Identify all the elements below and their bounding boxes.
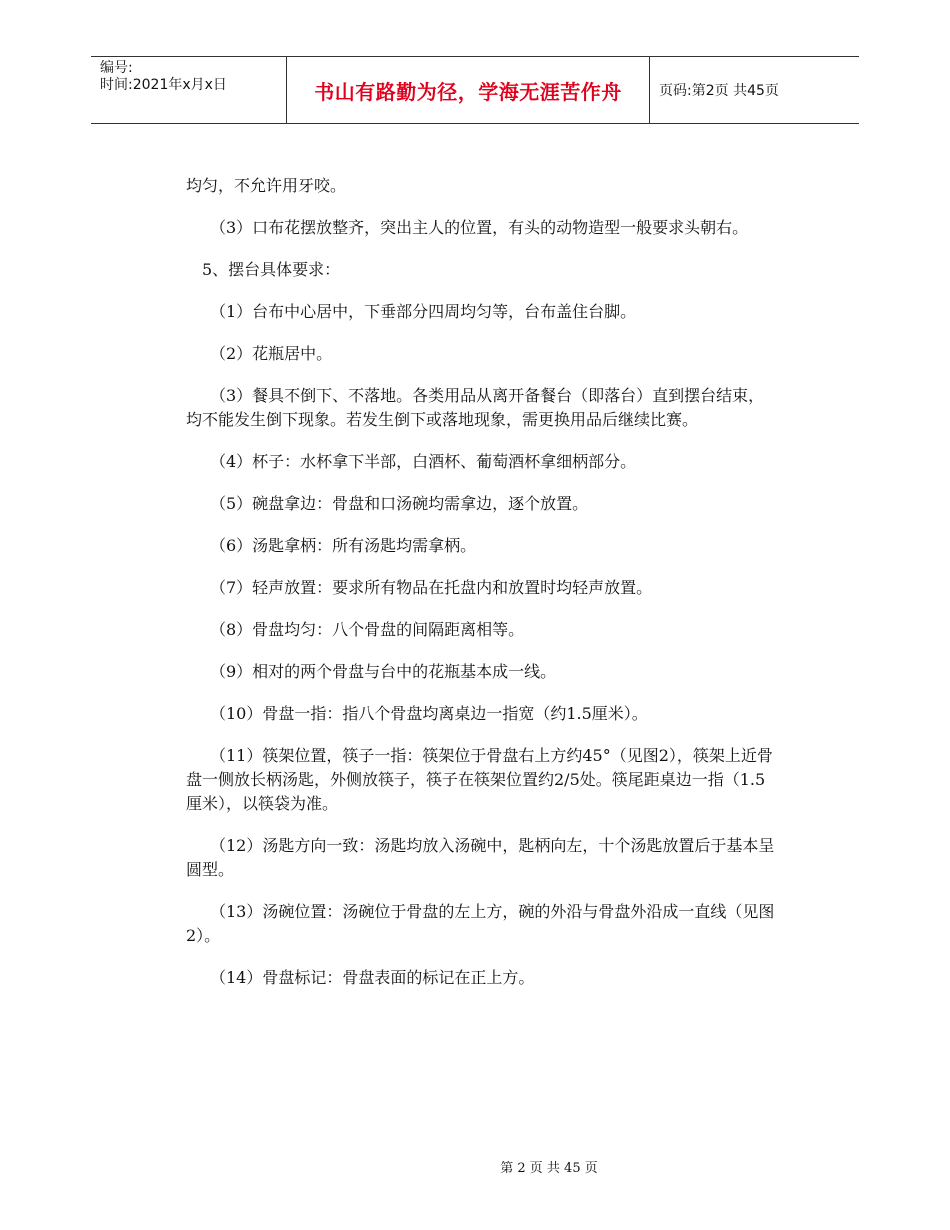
paragraph: （11）筷架位置，筷子一指：筷架位于骨盘右上方约45°（见图2），筷架上近骨盘一侧放长柄汤匙，外侧放筷子，筷子在筷架位置约2/5处。筷尾距桌边一指（1.5厘米），以筷袋为准。 — [186, 746, 773, 813]
paragraph: （14）骨盘标记：骨盘表面的标记在正上方。 — [210, 968, 535, 987]
paragraph: （4）杯子：水杯拿下半部，白酒杯、葡萄酒杯拿细柄部分。 — [210, 452, 637, 471]
paragraph: （1）台布中心居中，下垂部分四周均匀等，台布盖住台脚。 — [210, 302, 637, 321]
paragraph-continuation: 均匀，不允许用牙咬。 — [186, 176, 347, 195]
paragraph: （3）餐具不倒下、不落地。各类用品从离开备餐台（即落台）直到摆台结束，均不能发生倒下现象。若发生倒下或落地现象，需更换用品后继续比赛。 — [186, 386, 765, 429]
header-motto — [287, 57, 650, 123]
page-footer — [0, 1157, 950, 1176]
motto-text: 书山有路勤为径，学海无涯苦作舟 — [314, 79, 622, 104]
paragraph: （10）骨盘一指：指八个骨盘均离桌边一指宽（约1.5厘米）。 — [210, 704, 648, 723]
paragraph: （9）相对的两个骨盘与台中的花瓶基本成一线。 — [210, 662, 557, 681]
page-header — [91, 56, 859, 124]
paragraph: （8）骨盘均匀：八个骨盘的间隔距离相等。 — [210, 620, 525, 639]
page-info-text: 页码:第2页 共45页 — [659, 83, 779, 99]
document-number-label: 编号: — [100, 60, 133, 76]
paragraph: （6）汤匙拿柄：所有汤匙均需拿柄。 — [210, 536, 477, 555]
section-heading: 5、摆台具体要求： — [202, 260, 341, 279]
paragraph: （7）轻声放置：要求所有物品在托盘内和放置时均轻声放置。 — [210, 578, 653, 597]
document-time-label: 时间:2021年x月x日 — [100, 77, 227, 93]
document-body — [186, 174, 776, 1008]
paragraph: （13）汤碗位置：汤碗位于骨盘的左上方，碗的外沿与骨盘外沿成一直线（见图2）。 — [186, 902, 775, 945]
footer-page-number: 第 2 页 共 45 页 — [500, 1161, 598, 1176]
paragraph: （5）碗盘拿边：骨盘和口汤碗均需拿边，逐个放置。 — [210, 494, 589, 513]
paragraph: （12）汤匙方向一致：汤匙均放入汤碗中，匙柄向左，十个汤匙放置后于基本呈圆型。 — [186, 836, 775, 879]
paragraph: （3）口布花摆放整齐，突出主人的位置，有头的动物造型一般要求头朝右。 — [210, 218, 749, 237]
paragraph: （2）花瓶居中。 — [210, 344, 333, 363]
header-meta — [91, 57, 287, 123]
header-page-info — [650, 57, 859, 123]
